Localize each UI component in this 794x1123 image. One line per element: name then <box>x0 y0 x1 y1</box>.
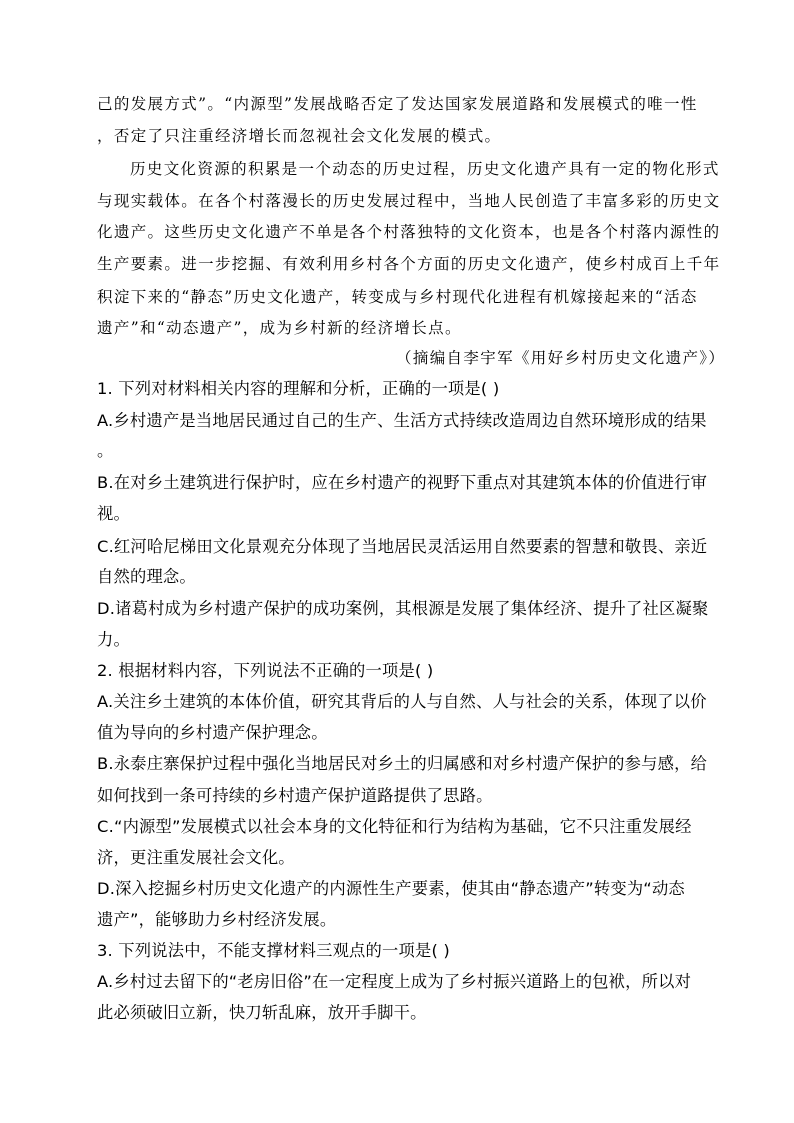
option-c-line-1: C.红河哈尼梯田文化景观充分体现了当地居民灵活运用自然要素的智慧和敬畏、亲近 <box>97 537 708 556</box>
passage-line: 生产要素。进一步挖掘、有效利用乡村各个方面的历史文化遗产，使乡村成百上千年 <box>97 255 721 273</box>
option-d-line-1: D.诸葛村成为乡村遗产保护的成功案例，其根源是发展了集体经济、提升了社区凝聚 <box>97 599 709 618</box>
passage-line: 与现实载体。在各个村落漫长的历史发展过程中，当地人民创造了丰富多彩的历史文 <box>97 192 721 210</box>
passage-line: 积淀下来的“静态”历史文化遗产，转变成与乡村现代化进程有机嫁接起来的“活态 <box>97 288 698 306</box>
option-b-line-1: B.在对乡土建筑进行保护时，应在乡村遗产的视野下重点对其建筑本体的价值进行审 <box>97 473 708 492</box>
passage-line: 历史文化资源的积累是一个动态的历史过程，历史文化遗产具有一定的物化形式 <box>130 160 720 178</box>
option-a-line-2: 值为导向的乡村遗产保护理念。 <box>97 723 328 742</box>
option-d-line-1: D.深入挖掘乡村历史文化遗产的内源性生产要素，使其由“静态遗产”转变为“动态 <box>97 879 685 898</box>
option-d-line-2: 力。 <box>97 630 130 649</box>
passage-line: 化遗产。这些历史文化遗产不单是各个村落独特的文化资本，也是各个村落内源性的 <box>97 223 721 241</box>
option-a-line-2: 。 <box>97 441 114 460</box>
passage-line: ，否定了只注重经济增长而忽视社会文化发展的模式。 <box>97 127 502 145</box>
option-b-line-1: B.永泰庄寨保护过程中强化当地居民对乡土的归属感和对乡村遗产保护的参与感，给 <box>97 754 708 773</box>
passage-line: 己的发展方式”。“内源型”发展战略否定了发达国家发展道路和发展模式的唯一性 <box>97 95 698 113</box>
question-stem: 2. 根据材料内容，下列说法不正确的一项是( ) <box>97 661 434 680</box>
option-b-line-2: 视。 <box>97 504 130 523</box>
option-c-line-2: 济，更注重发展社会文化。 <box>97 848 295 867</box>
question-stem: 1. 下列对材料相关内容的理解和分析，正确的一项是( ) <box>97 379 500 398</box>
option-b-line-2: 如何找到一条可持续的乡村遗产保护道路提供了思路。 <box>97 786 493 805</box>
option-a-line-2: 此必须破旧立新，快刀斩乱麻，放开手脚干。 <box>97 1003 427 1022</box>
option-d-line-2: 遗产”，能够助力乡村经济发展。 <box>97 910 337 929</box>
question-stem: 3. 下列说法中，不能支撑材料三观点的一项是( ) <box>97 941 450 960</box>
option-a-line-1: A.乡村遗产是当地居民通过自己的生产、生活方式持续改造周边自然环境形成的结果 <box>97 411 707 430</box>
option-c-line-2: 自然的理念。 <box>97 567 196 586</box>
option-a-line-1: A.关注乡土建筑的本体价值，研究其背后的人与自然、人与社会的关系，体现了以价 <box>97 692 707 711</box>
passage-source: （摘编自李宇军《用好乡村历史文化遗产》） <box>396 349 726 367</box>
option-a-line-1: A.乡村过去留下的“老房旧俗”在一定程度上成为了乡村振兴道路上的包袱，所以对 <box>97 972 692 991</box>
passage-line: 遗产”和“动态遗产”，成为乡村新的经济增长点。 <box>97 319 462 337</box>
option-c-line-1: C.“内源型”发展模式以社会本身的文化特征和行为结构为基础，它不只注重发展经 <box>97 817 692 836</box>
